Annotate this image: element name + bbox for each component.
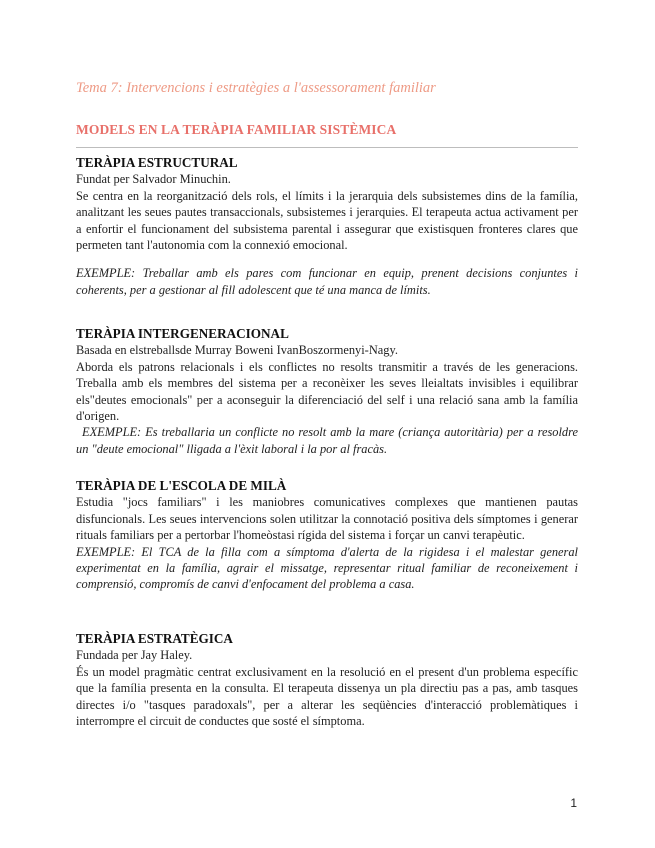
section-body: És un model pragmàtic centrat exclusivament en la resolució en el present d'un problema específic que la família presenta en la consulta. El terapeuta dissenya un pla directiu pas a pas, amb tasques directes i/o "tasques paradoxals", per a alterar les seqüències d'interacció problemàtiques i interrompre el circuit de conductes que sosté el símptoma. — [76, 664, 578, 729]
section-intergenerational — [76, 326, 578, 457]
section-body: Aborda els patrons relacionals i els conflictes no resolts transmitir a través de les generacions. Treballa amb els membres del sistema per a reconèixer les seves lleialtats invisibles i equilibrar els"deutes emocionals" per a aconseguir la diferenciació del self i una relació sana amb la família d'origen. — [76, 359, 578, 424]
section-founder: Fundada per Jay Haley. — [76, 648, 193, 663]
divider — [76, 147, 578, 148]
section-title: TERÀPIA DE L'ESCOLA DE MILÀ — [76, 478, 287, 493]
page-number: 1 — [570, 796, 577, 810]
section-heading: MODELS EN LA TERÀPIA FAMILIAR SISTÈMICA — [76, 122, 397, 137]
section-title: TERÀPIA ESTRUCTURAL — [76, 155, 238, 170]
section-strategic — [76, 631, 578, 729]
section-founder: Fundat per Salvador Minuchin. — [76, 172, 231, 187]
section-founder: Basada en elstreballsde Murray Boweni IvanBoszormenyi-Nagy. — [76, 343, 398, 358]
section-example: EXEMPLE: Es treballaria un conflicte no resolt amb la mare (criança autoritària) per a resoldre un "deute emocional" lligada a l'èxit laboral i la por al fracàs. — [76, 425, 578, 456]
section-title: TERÀPIA INTERGENERACIONAL — [76, 326, 289, 341]
section-milan-school — [76, 478, 578, 593]
section-example: EXEMPLE: Treballar amb els pares com funcionar en equip, prenent decisions conjuntes i coherents, per a gestionar al fill adolescent que té una manca de límits. — [76, 266, 578, 297]
section-body: Se centra en la reorganització dels rols, el límits i la jerarquia dels subsistemes dins de la família, analitzant les seues pautes transaccionals, subsistemes i jerarquies. El terapeuta actua activament per a enfortir el funcionament del subsistema parental i assegurar que existisquen fronteres clares que permeten tant l'autonomia com la connexió emocional. — [76, 188, 578, 253]
section-structural — [76, 155, 578, 298]
section-title: TERÀPIA ESTRATÈGICA — [76, 631, 233, 646]
page-title: Tema 7: Intervencions i estratègies a l'assessorament familiar — [76, 80, 436, 96]
section-example: EXEMPLE: El TCA de la filla com a símptoma d'alerta de la rigidesa i el malestar general experimentat en la família, agrair el missatge, representar ritual familiar de reconeixement i comprensió, compromís de canvi d'enfocament del problema a casa. — [76, 544, 578, 592]
section-body: Estudia "jocs familiars" i les maniobres comunicatives complexes que mantienen pautas disfuncionals. Les seues intervencions solen utilitzar la connotació positiva dels símptomes i generar rituals familiars per a pertorbar l'homeòstasi rígida del sistema i forçar un canvi terapèutic. — [76, 495, 578, 543]
